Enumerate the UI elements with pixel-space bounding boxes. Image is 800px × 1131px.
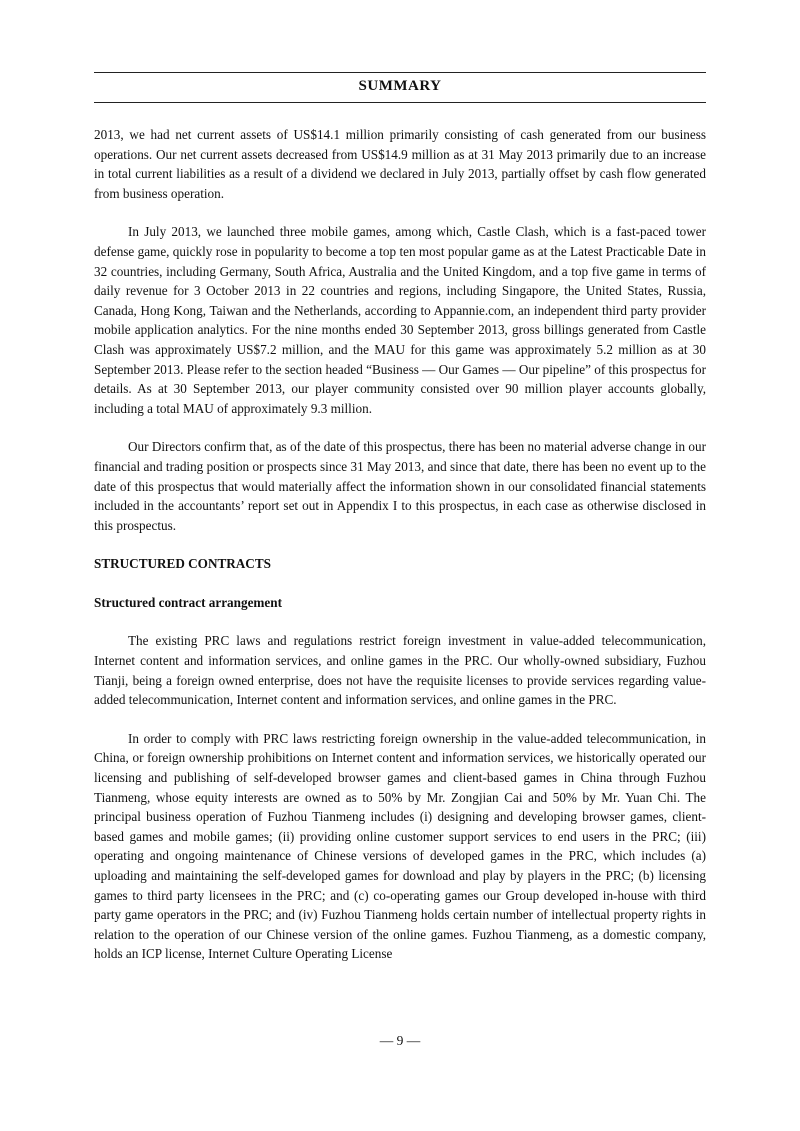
body-content — [94, 125, 706, 983]
paragraph-mobile-games: In July 2013, we launched three mobile games, among which, Castle Clash, which is a fast-paced tower defense game, quickly rose in popularity to become a top ten most popular game as at the Latest Practicable Date in 32 countries, including Germany, South Africa, Australia and the United Kingdom, and a top five game in terms of daily revenue for 3 October 2013 in 22 countries and regions, including Singapore, the United States, Russia, Canada, Hong Kong, Taiwan and the Netherlands, according to Appannie.com, an independent third party provider mobile application analytics. For the nine months ended 30 September 2013, gross billings generated from Castle Clash was approximately US$7.2 million, and the MAU for this game was approximately 5.2 million as at 30 September 2013. Please refer to the section headed “Business — Our Games — Our pipeline” of this prospectus for details. As at 30 September 2013, our player community consisted over 90 million player accounts globally, including a total MAU of approximately 9.3 million. — [94, 224, 706, 416]
page-number: — 9 — — [379, 1033, 421, 1048]
header-rule-bottom — [94, 102, 706, 103]
paragraph-prc-laws: The existing PRC laws and regulations restrict foreign investment in value-added telecommunication, Internet content and information services, and online games in the PRC. Our wholly-owned subsidiary, Fuzhou Tianji, being a foreign owned enterprise, does not have the requisite licenses to provide services regarding value-added telecommunication, Internet content and information services, and online games in the PRC. — [94, 633, 706, 708]
paragraph-compliance: In order to comply with PRC laws restricting foreign ownership in the value-added telecommunication, in China, or foreign ownership prohibitions on Internet content and information services, we historically operated our licensing and publishing of self-developed browser games and client-based games in China through Fuzhou Tianmeng, whose equity interests are owned as to 50% by Mr. Zongjian Cai and 50% by Mr. Yuan Chi. The principal business operation of Fuzhou Tianmeng includes (i) designing and developing browser games, client-based games and mobile games; (ii) providing online customer support services to end users in the PRC; (iii) operating and ongoing maintenance of Chinese versions of developed games in the PRC, which includes (a) uploading and maintaining the self-developed games for download and play by players in the PRC; (b) licensing games to third party licensees in the PRC; and (c) co-operating games our Group developed in-house with third party game operators in the PRC; and (iv) Fuzhou Tianmeng holds certain number of intellectual property rights in relation to the operation of our Chinese version of the online games. Fuzhou Tianmeng, as a domestic company, holds an ICP license, Internet Culture Operating License — [94, 730, 706, 962]
paragraph-net-assets: 2013, we had net current assets of US$14.1 million primarily consisting of cash generated from our business operations. Our net current assets decreased from US$14.9 million as at 31 May 2013 primarily due to an increase in total current liabilities as a result of a dividend we declared in July 2013, partially offset by cash flow generated from business operation. — [94, 127, 706, 201]
paragraph-directors-confirm: Our Directors confirm that, as of the date of this prospectus, there has been no material adverse change in our financial and trading position or prospects since 31 May 2013, and since that date, there has been no event up to the date of this prospectus that would materially affect the information shown in our consolidated financial statements included in the accountants’ report set out in Appendix I to this prospectus, in each case as otherwise disclosed in this prospectus. — [94, 439, 706, 533]
header-rule-top — [94, 72, 706, 73]
section-subheading: Structured contract arrangement — [94, 594, 282, 610]
page-title: SUMMARY — [358, 78, 442, 94]
section-heading: STRUCTURED CONTRACTS — [94, 556, 271, 572]
